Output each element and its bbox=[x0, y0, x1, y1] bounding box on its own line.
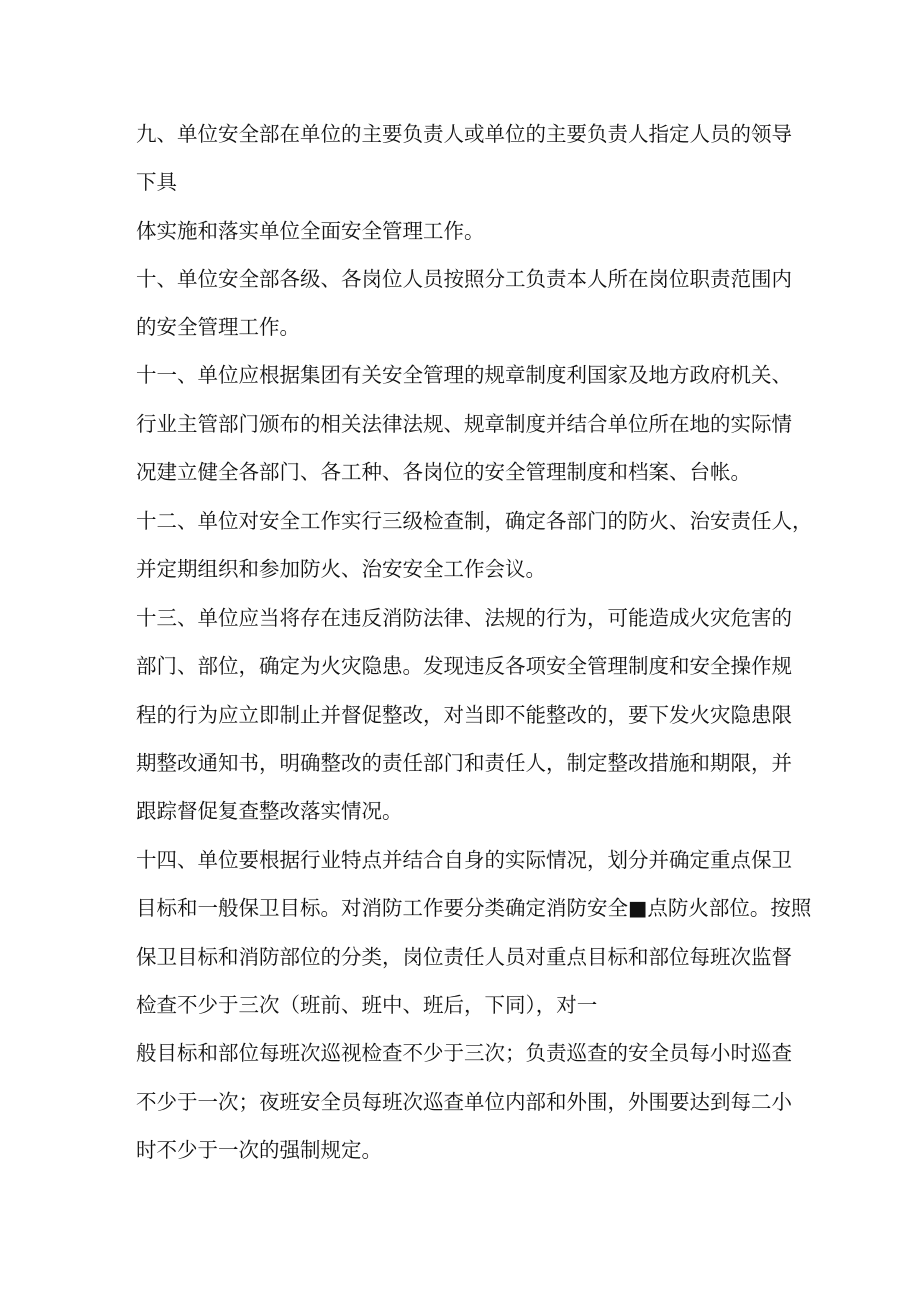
text-line: 行业主管部门颁布的相关法律法规、规章制度并结合单位所在地的实际情 bbox=[136, 412, 792, 436]
text-line: 十、单位安全部各级、各岗位人员按照分工负责本人所在岗位职责范围内 bbox=[136, 267, 792, 291]
text-line: 体实施和落实单位全面安全管理工作。 bbox=[136, 219, 485, 243]
text-line: 般目标和部位每班次巡视检查不少于三次；负责巡查的安全员每小时巡查 bbox=[136, 1041, 792, 1065]
text-line: 十二、单位对安全工作实行三级检查制，确定各部门的防火、治安责任人， bbox=[136, 509, 813, 533]
text-line: 下具 bbox=[136, 170, 177, 194]
text-line: 况建立健全各部门、各工种、各岗位的安全管理制度和档案、台帐。 bbox=[136, 460, 751, 484]
text-line: 不少于一次；夜班安全员每班次巡查单位内部和外围，外围要达到每二小 bbox=[136, 1090, 792, 1114]
text-line: 十四、单位要根据行业特点并结合自身的实际情况，划分并确定重点保卫 bbox=[136, 848, 792, 872]
text-line: 目标和一般保卫目标。对消防工作要分类确定消防安全■点防火部位。按照 bbox=[136, 896, 812, 920]
text-line: 十三、单位应当将存在违反消防法律、法规的行为，可能造成火灾危害的 bbox=[136, 606, 792, 630]
text-line: 程的行为应立即制止并督促整改，对当即不能整改的，要下发火灾隐患限 bbox=[136, 703, 792, 727]
text-line: 九、单位安全部在单位的主要负责人或单位的主要负责人指定人员的领导 bbox=[136, 122, 792, 146]
text-line: 保卫目标和消防部位的分类，岗位责任人员对重点目标和部位每班次监督 bbox=[136, 945, 792, 969]
text-line: 检查不少于三次（班前、班中、班后，下同），对一 bbox=[136, 993, 598, 1017]
text-line: 期整改通知书，明确整改的责任部门和责任人，制定整改措施和期限，并 bbox=[136, 751, 792, 775]
text-line: 十一、单位应根据集团有关安全管理的规章制度利国家及地方政府机关、 bbox=[136, 363, 792, 387]
text-line: 的安全管理工作。 bbox=[136, 315, 300, 339]
text-line: 时不少于一次的强制规定。 bbox=[136, 1138, 382, 1162]
text-line: 跟踪督促复查整改落实情况。 bbox=[136, 799, 403, 823]
text-line: 并定期组织和参加防火、治安安全工作会议。 bbox=[136, 557, 546, 581]
text-line: 部门、部位，确定为火灾隐患。发现违反各项安全管理制度和安全操作规 bbox=[136, 654, 792, 678]
